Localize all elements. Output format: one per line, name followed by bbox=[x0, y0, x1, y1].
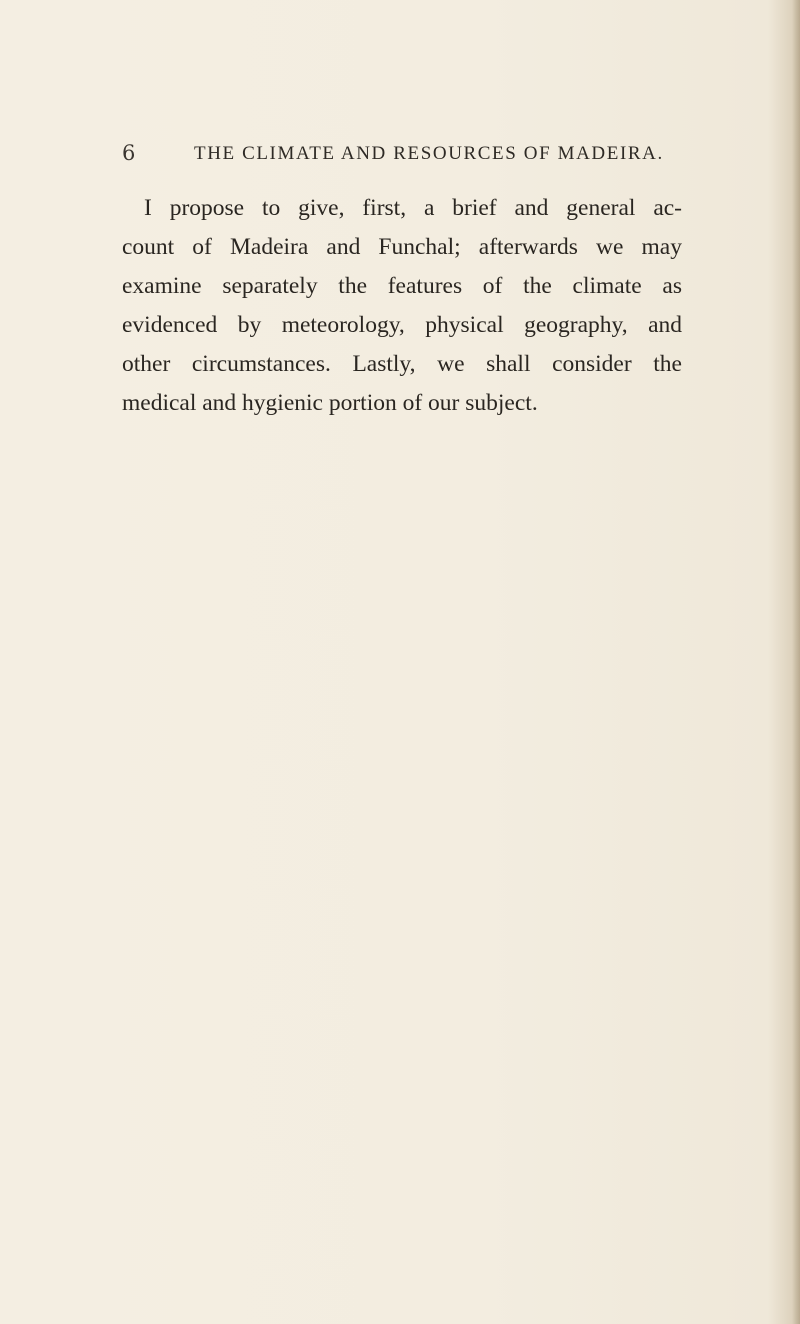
page-number: 6 bbox=[122, 141, 136, 165]
paragraph-line: examine separately the features of the climate as bbox=[122, 273, 682, 299]
page-edge-shadow bbox=[792, 0, 800, 1324]
running-title: THE CLIMATE AND RESOURCES OF MADEIRA. bbox=[194, 143, 664, 164]
body-paragraph bbox=[122, 189, 682, 423]
paragraph-line: evidenced by meteorology, physical geography, and bbox=[122, 312, 682, 338]
paragraph-line: I propose to give, first, a brief and general ac- bbox=[144, 195, 682, 221]
running-head bbox=[122, 141, 682, 165]
paragraph-line: count of Madeira and Funchal; afterwards we may bbox=[122, 234, 682, 260]
paragraph-line: medical and hygienic portion of our subject. bbox=[122, 390, 538, 416]
paragraph-line: other circumstances. Lastly, we shall consider the bbox=[122, 351, 682, 377]
